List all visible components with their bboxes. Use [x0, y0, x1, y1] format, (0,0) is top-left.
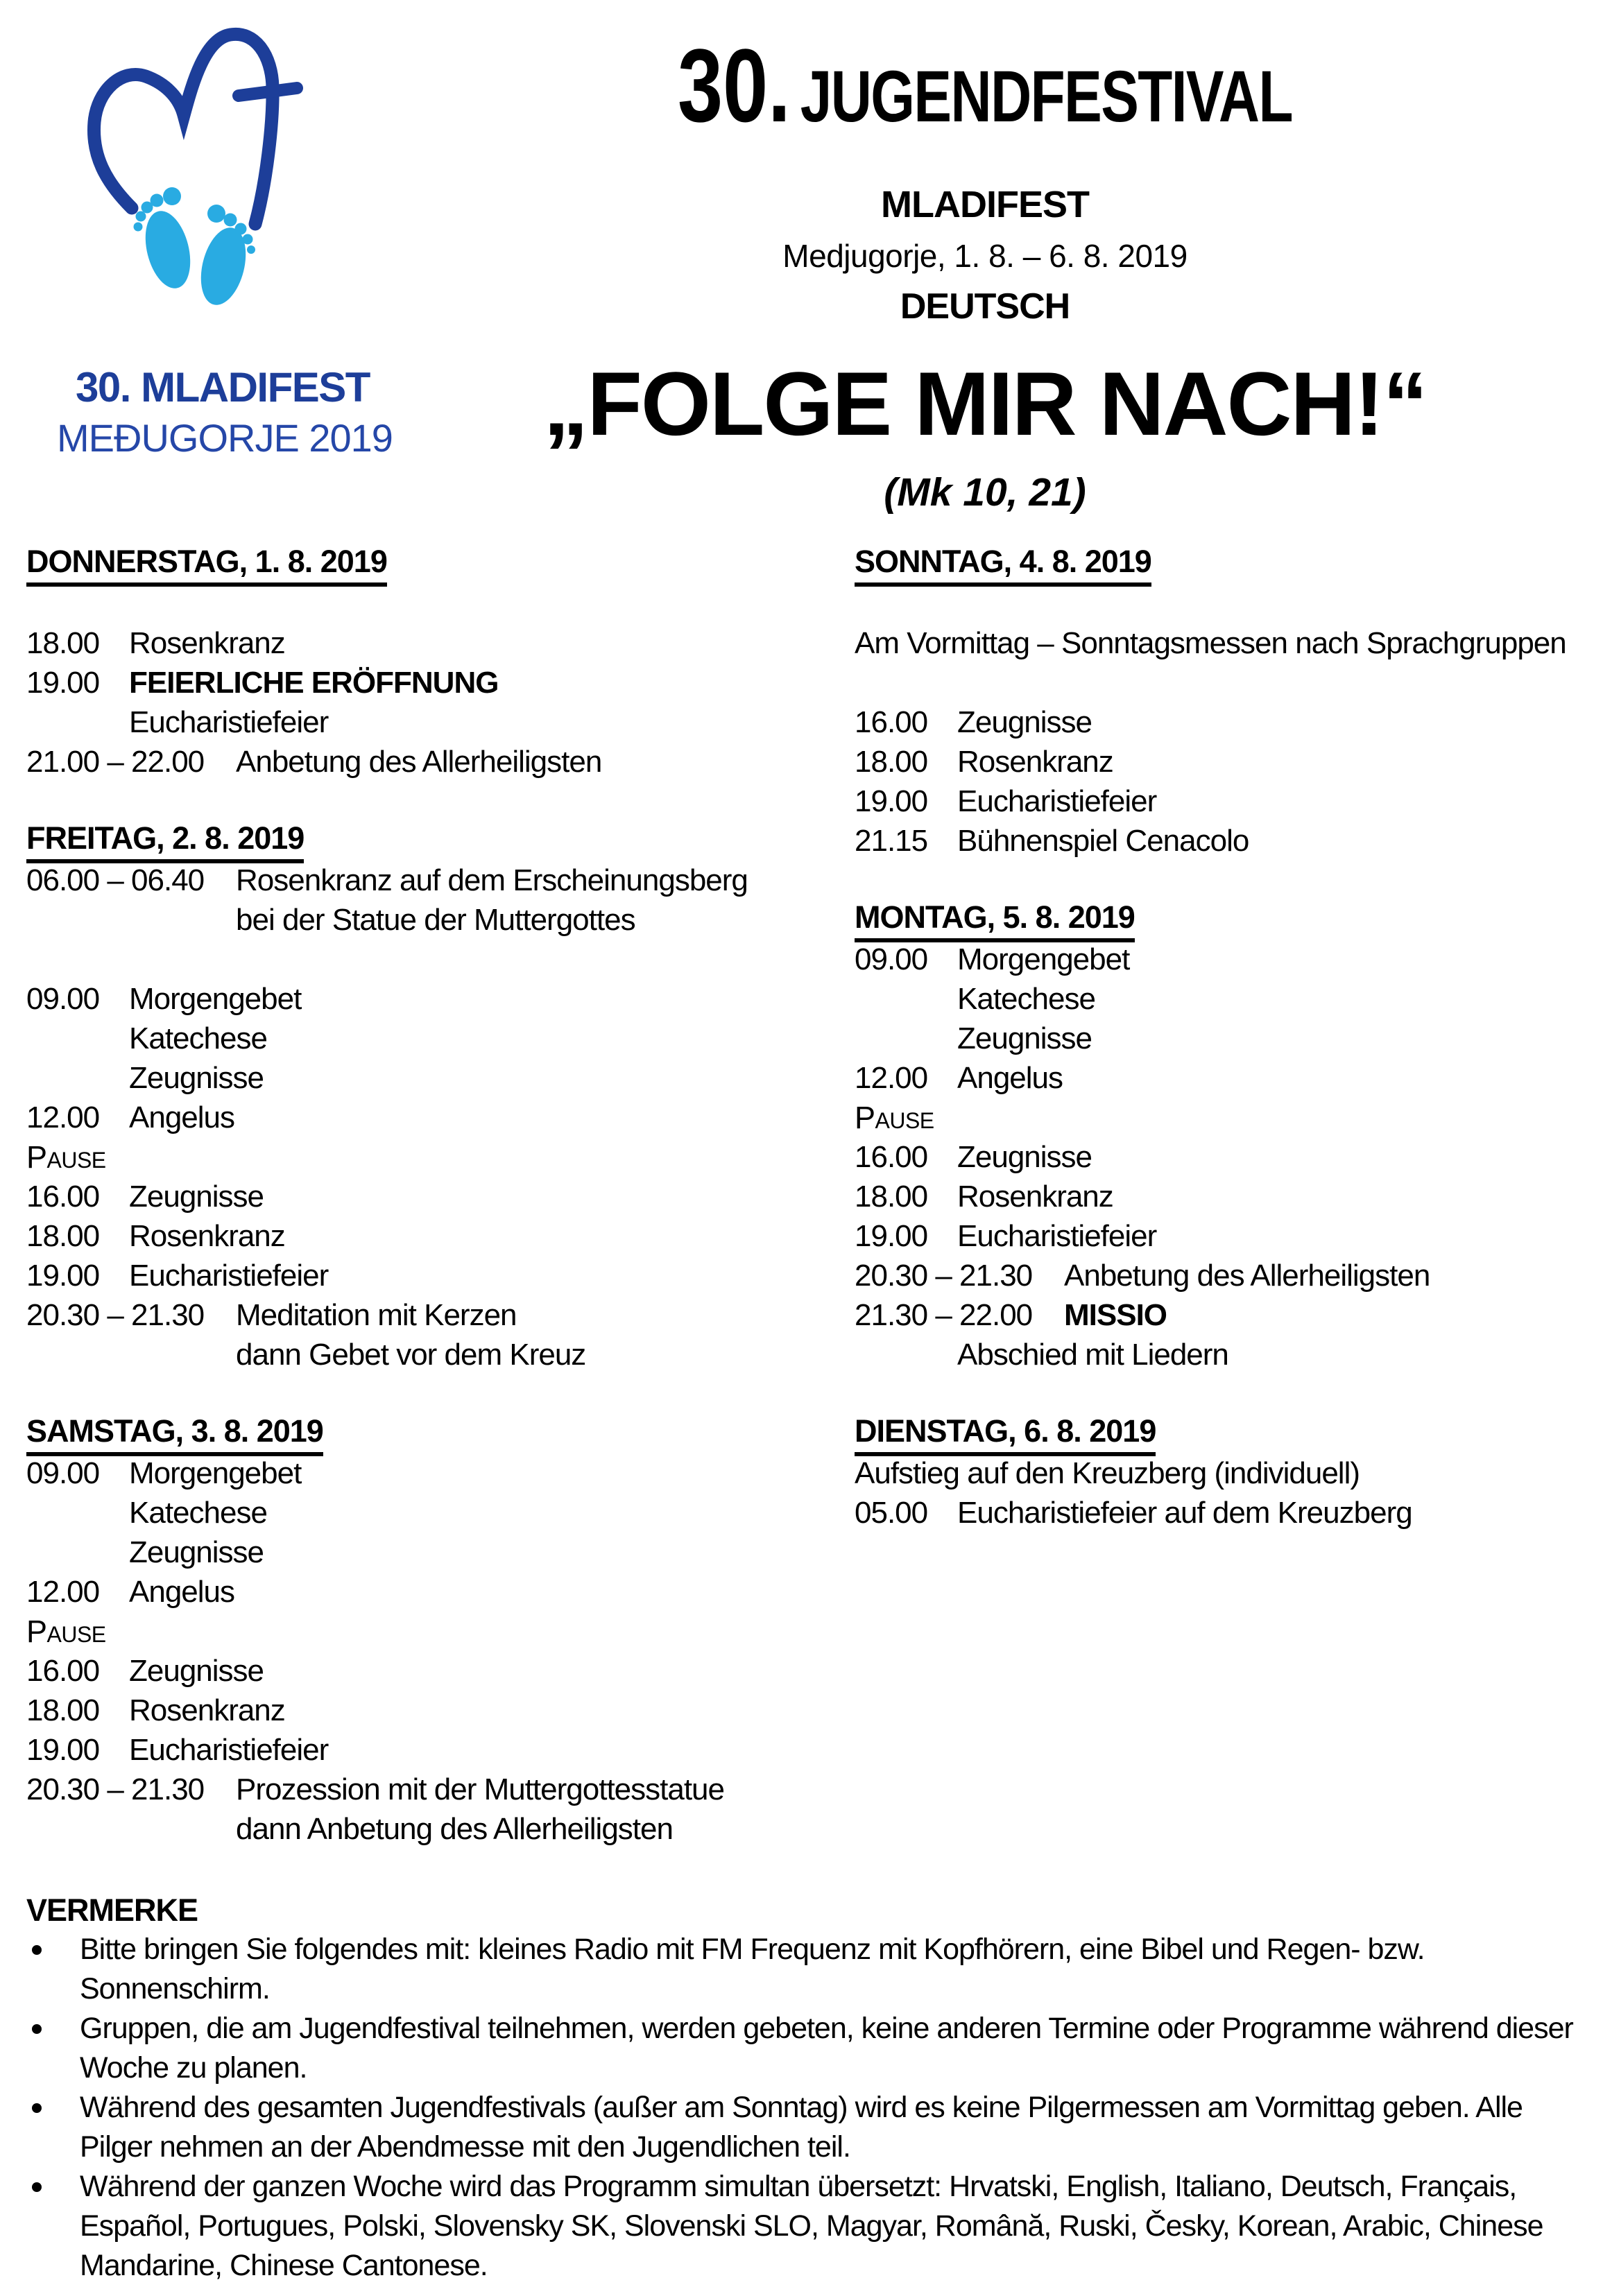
event-label: Am Vormittag – Sonntagsmessen nach Sprachgruppen	[855, 626, 1566, 660]
heart-outline	[94, 34, 273, 224]
schedule-row	[26, 979, 845, 1019]
schedule-row	[855, 1177, 1590, 1216]
schedule-row	[855, 702, 1590, 742]
schedule-row	[855, 1019, 1590, 1058]
schedule-row	[26, 702, 845, 742]
day-block	[26, 1414, 845, 1849]
event-time: 21.00 – 22.00	[26, 745, 205, 779]
event-label: Eucharistiefeier	[957, 1219, 1157, 1253]
day-separator	[26, 1374, 845, 1414]
notes-list	[26, 1930, 1573, 2286]
schedule-row	[26, 1453, 845, 1493]
event-label: Prozession mit der Muttergottesstatue	[236, 1772, 724, 1806]
schedule-row	[26, 1770, 845, 1809]
event-label: Bühnenspiel Cenacolo	[957, 824, 1249, 858]
schedule-row	[855, 821, 1590, 861]
event-label: dann Gebet vor dem Kreuz	[236, 1338, 586, 1372]
note-item: Während des gesamten Jugendfestivals (außer am Sonntag) wird es keine Pilgermessen am Vormittag geben. Alle Pilger nehmen an der Abendmesse mit den Jugendlichen teil.	[26, 2088, 1573, 2167]
day-title	[855, 900, 1590, 940]
event-time: 09.00	[26, 982, 100, 1016]
event-label: dann Anbetung des Allerheiligsten	[236, 1812, 673, 1846]
schedule-column-right	[855, 544, 1590, 1533]
event-time: 20.30 – 21.30	[855, 1259, 1033, 1293]
event-label: Eucharistiefeier	[957, 784, 1157, 818]
day-separator	[855, 1374, 1590, 1414]
event-label: Morgengebet	[129, 1456, 302, 1490]
notes-section	[26, 1890, 1573, 2286]
schedule-row	[26, 1730, 845, 1770]
title-block	[395, 27, 1575, 515]
event-time: 21.30 – 22.00	[855, 1298, 1033, 1332]
event-label: Eucharistiefeier	[129, 1259, 329, 1293]
schedule-row	[26, 1177, 845, 1216]
schedule-row	[26, 1612, 845, 1651]
event-time: 18.00	[26, 626, 100, 660]
event-time: 18.00	[26, 1693, 100, 1727]
schedule-row	[26, 1572, 845, 1612]
event-label: Angelus	[129, 1100, 235, 1134]
cross-bar	[239, 88, 297, 96]
schedule-row	[26, 1809, 845, 1849]
schedule-row	[855, 1295, 1590, 1335]
event-time: 12.00	[26, 1100, 100, 1134]
left-footprint	[134, 187, 198, 293]
day-title	[855, 544, 1590, 584]
day-title-label: DIENSTAG, 6. 8. 2019	[855, 1414, 1156, 1456]
day-separator	[26, 782, 845, 821]
event-label: Katechese	[129, 1021, 267, 1055]
note-item: Gruppen, die am Jugendfestival teilnehmen, werden gebeten, keine anderen Termine oder Programme während dieser Woche zu planen.	[26, 2009, 1573, 2088]
event-time: 19.00	[26, 666, 100, 700]
event-label: Rosenkranz	[957, 745, 1113, 779]
event-time: 12.00	[855, 1061, 928, 1095]
day-separator	[855, 861, 1590, 900]
page-title-number: 30.	[678, 27, 791, 144]
event-label: Abschied mit Liedern	[957, 1338, 1228, 1372]
schedule-row	[26, 1651, 845, 1691]
day-block	[855, 1414, 1590, 1533]
event-label: Zeugnisse	[957, 705, 1092, 739]
event-label: Angelus	[957, 1061, 1063, 1095]
event-label: Rosenkranz	[129, 626, 285, 660]
day-title	[855, 1414, 1590, 1453]
schedule-row	[855, 1137, 1590, 1177]
note-item: Bitte bringen Sie folgendes mit: kleines Radio mit FM Frequenz mit Kopfhörern, eine Bibel und Regen- bzw. Sonnenschirm.	[26, 1930, 1573, 2009]
schedule-row	[855, 782, 1590, 821]
event-time: 05.00	[855, 1496, 928, 1530]
event-label: Rosenkranz	[957, 1180, 1113, 1214]
mladifest-logo	[57, 26, 393, 460]
event-label: Zeugnisse	[957, 1021, 1092, 1055]
event-time: 12.00	[26, 1575, 100, 1609]
event-time: 20.30 – 21.30	[26, 1772, 205, 1806]
event-time: 09.00	[26, 1456, 100, 1490]
event-time: 20.30 – 21.30	[26, 1298, 205, 1332]
day-block	[26, 821, 845, 1374]
event-label: Anbetung des Allerheiligsten	[236, 745, 602, 779]
day-block	[855, 900, 1590, 1374]
schedule-row	[855, 1453, 1590, 1493]
event-label: Zeugnisse	[129, 1061, 264, 1095]
schedule-row	[26, 1137, 845, 1177]
event-label: Eucharistiefeier auf dem Kreuzberg	[957, 1496, 1412, 1530]
event-time: 19.00	[26, 1259, 100, 1293]
motto-reference: (Mk 10, 21)	[884, 469, 1086, 515]
event-label: Zeugnisse	[129, 1654, 264, 1688]
spacer-row	[855, 663, 1590, 702]
schedule-row	[855, 1335, 1590, 1374]
day-block	[855, 544, 1590, 861]
schedule-row	[855, 623, 1590, 663]
subtitle-mladifest: MLADIFEST	[881, 184, 1089, 225]
day-title-label: FREITAG, 2. 8. 2019	[26, 821, 304, 863]
day-title-label: DONNERSTAG, 1. 8. 2019	[26, 544, 387, 587]
event-time: 16.00	[855, 1140, 928, 1174]
event-time: 18.00	[855, 745, 928, 779]
schedule-row	[26, 1098, 845, 1137]
schedule-row	[855, 979, 1590, 1019]
schedule-row	[26, 1335, 845, 1374]
schedule-row	[26, 1493, 845, 1533]
event-time: 09.00	[855, 942, 928, 976]
spacer-row	[26, 940, 845, 979]
schedule-column-left	[26, 544, 845, 1849]
schedule-row	[855, 742, 1590, 782]
schedule-row	[26, 1691, 845, 1730]
day-title	[26, 544, 845, 584]
pause-label: Pause	[855, 1100, 934, 1135]
motto: „FOLGE MIR NACH!“	[543, 353, 1427, 454]
heart-cross-footprints-icon	[60, 26, 386, 352]
schedule-row	[26, 1058, 845, 1098]
schedule-row	[26, 623, 845, 663]
schedule-row	[26, 1019, 845, 1058]
event-time: 19.00	[855, 1219, 928, 1253]
subtitle-language: DEUTSCH	[900, 286, 1070, 327]
event-label: Eucharistiefeier	[129, 1733, 329, 1767]
schedule-row	[855, 1493, 1590, 1533]
spacer-row	[26, 584, 845, 623]
event-label: Meditation mit Kerzen	[236, 1298, 517, 1332]
event-time: 16.00	[26, 1180, 100, 1214]
schedule-row	[855, 1256, 1590, 1295]
event-time: 16.00	[26, 1654, 100, 1688]
schedule-row	[855, 1098, 1590, 1137]
event-label: FEIERLICHE ERÖFFNUNG	[129, 666, 499, 700]
right-footprint	[194, 205, 255, 310]
event-time: 18.00	[26, 1219, 100, 1253]
event-time: 21.15	[855, 824, 928, 858]
day-title-label: SAMSTAG, 3. 8. 2019	[26, 1414, 323, 1456]
day-title-label: MONTAG, 5. 8. 2019	[855, 900, 1135, 942]
event-time: 16.00	[855, 705, 928, 739]
event-label: Zeugnisse	[129, 1180, 264, 1214]
event-time: 06.00 – 06.40	[26, 863, 205, 897]
logo-subtitle: MEĐUGORJE 2019	[57, 416, 393, 460]
schedule-row	[26, 900, 845, 940]
event-label: Katechese	[957, 982, 1095, 1016]
day-title-label: SONNTAG, 4. 8. 2019	[855, 544, 1151, 587]
event-label: Zeugnisse	[957, 1140, 1092, 1174]
schedule-row	[26, 1533, 845, 1572]
schedule-row	[855, 940, 1590, 979]
event-label: Aufstieg auf den Kreuzberg (individuell)	[855, 1456, 1360, 1490]
event-label: Rosenkranz auf dem Erscheinungsberg	[236, 863, 748, 897]
event-label: MISSIO	[1064, 1298, 1167, 1332]
schedule-row	[26, 861, 845, 900]
event-time: 19.00	[26, 1733, 100, 1767]
day-block	[26, 544, 845, 782]
schedule-row	[26, 663, 845, 702]
schedule-row	[26, 1216, 845, 1256]
note-item: Während der ganzen Woche wird das Programm simultan übersetzt: Hrvatski, English, Italiano, Deutsch, Français, Español, Portugues, Polski, Slovensky SK, Slovenski SLO, Magyar, Română, Ruski, Česky, Korean, Arabic, Chinese Mandarine, Chinese Cantonese.	[26, 2167, 1573, 2286]
page-title-text: JUGENDFESTIVAL	[800, 56, 1292, 137]
event-label: Eucharistiefeier	[129, 705, 329, 739]
notes-heading: VERMERKE	[26, 1892, 198, 1928]
page-title	[525, 27, 1445, 171]
spacer-row	[855, 584, 1590, 623]
event-label: Rosenkranz	[129, 1693, 285, 1727]
event-time: 18.00	[855, 1180, 928, 1214]
schedule-row	[855, 1058, 1590, 1098]
event-label: bei der Statue der Muttergottes	[236, 903, 635, 937]
pause-label: Pause	[26, 1139, 106, 1175]
schedule-row	[26, 742, 845, 782]
event-label: Morgengebet	[957, 942, 1130, 976]
schedule-row	[855, 1216, 1590, 1256]
event-label: Morgengebet	[129, 982, 302, 1016]
pause-label: Pause	[26, 1614, 106, 1649]
logo-title: 30. MLADIFEST	[76, 364, 370, 411]
event-label: Angelus	[129, 1575, 235, 1609]
event-time: 19.00	[855, 784, 928, 818]
event-label: Anbetung des Allerheiligsten	[1064, 1259, 1430, 1293]
schedule-row	[26, 1295, 845, 1335]
day-title	[26, 1414, 845, 1453]
subtitle-place-dates: Medjugorje, 1. 8. – 6. 8. 2019	[782, 238, 1188, 274]
event-label: Rosenkranz	[129, 1219, 285, 1253]
day-title	[26, 821, 845, 861]
schedule-row	[26, 1256, 845, 1295]
event-label: Katechese	[129, 1496, 267, 1530]
event-label: Zeugnisse	[129, 1535, 264, 1569]
